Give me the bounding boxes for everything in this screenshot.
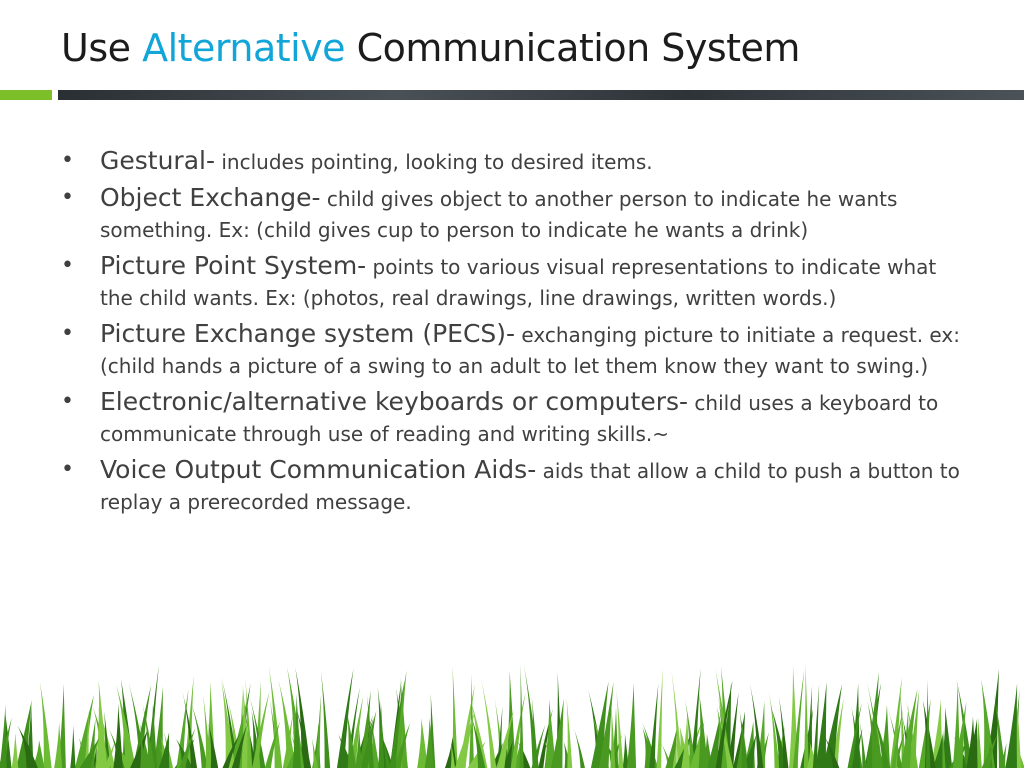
bullet-dot-icon: •: [61, 321, 74, 346]
grass-blade: [520, 664, 524, 768]
bullet-description: child gives object to another person to indicate he wants something. Ex: (child gives cup to person to indicate he wants a drink): [100, 187, 898, 242]
bullet-item-voice-output-aids: [61, 454, 961, 518]
grass-blade: [657, 668, 663, 768]
green-accent-bar: [0, 90, 52, 100]
bullet-item-pecs: [61, 318, 961, 382]
bullet-dot-icon: •: [61, 185, 74, 210]
grass-blade: [574, 728, 585, 768]
grass-blade: [1006, 683, 1018, 768]
bullet-description: includes pointing, looking to desired items.: [215, 150, 653, 174]
title-suffix: Communication System: [345, 26, 800, 70]
grass-blade: [0, 705, 7, 768]
bullet-term: Gestural-: [100, 146, 215, 175]
grass-blade: [70, 725, 75, 768]
grass-blade: [627, 683, 636, 768]
slide-title: [61, 20, 800, 76]
grass-blade: [113, 704, 122, 768]
bullet-item-gestural: [61, 145, 961, 178]
bullet-dot-icon: •: [61, 457, 74, 482]
grass-blade: [649, 683, 658, 768]
bullet-dot-icon: •: [61, 148, 74, 173]
bullet-item-picture-point-system: [61, 250, 961, 314]
grass-blade: [699, 693, 708, 768]
grass-blade: [12, 733, 19, 768]
grass-decoration: [0, 660, 1024, 768]
bullet-description: aids that allow a child to push a button to replay a prerecorded message.: [100, 459, 960, 514]
dark-divider-bar: [58, 90, 1024, 100]
bullet-description: child uses a keyboard to communicate through use of reading and writing skills.~: [100, 391, 939, 446]
bullet-list: [61, 145, 961, 522]
bullet-term: Picture Point System-: [100, 251, 367, 280]
bullet-description: exchanging picture to initiate a request. ex: (child hands a picture of a swing to an adult to let them know they want to swing.): [100, 323, 960, 378]
bullet-term: Picture Exchange system (PECS)-: [100, 319, 516, 348]
bullet-item-electronic-keyboards: [61, 386, 961, 450]
title-accent-word: Alternative: [142, 26, 346, 70]
bullet-dot-icon: •: [61, 389, 74, 414]
bullet-item-object-exchange: [61, 182, 961, 246]
bullet-term: Voice Output Communication Aids-: [100, 455, 537, 484]
grass-blade: [378, 701, 384, 768]
bullet-term: Electronic/alternative keyboards or computers-: [100, 387, 689, 416]
grass-blades: [0, 664, 1024, 768]
grass-blade: [804, 664, 809, 768]
bullet-dot-icon: •: [61, 253, 74, 278]
bullet-term: Object Exchange-: [100, 183, 321, 212]
title-prefix: Use: [61, 26, 143, 70]
grass-blade: [321, 670, 330, 768]
bullet-description: points to various visual representations to indicate what the child wants. Ex: (photos, real drawings, line drawings, written words.): [100, 255, 937, 310]
